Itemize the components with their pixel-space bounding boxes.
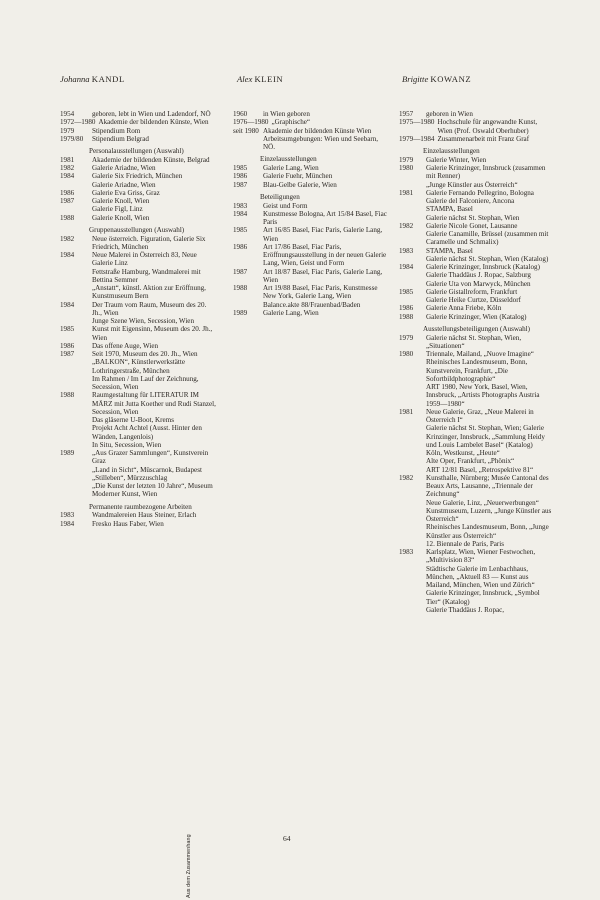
entry-text: Galerie Gistallreform, Frankfurt [426, 287, 518, 296]
cv-entry [399, 424, 552, 449]
cv-entry [233, 118, 390, 126]
cv-entry [60, 135, 216, 143]
entry-text: Neue Galerie, Graz, „Neue Malerei in Österreich I“ [426, 407, 534, 424]
entry-text: Arbeitsumgebungen: Wien und Seebarn, NÖ. [263, 134, 379, 151]
cv-entry [60, 474, 216, 482]
entry-year [60, 205, 92, 213]
entry-year [399, 457, 426, 465]
entry-text: Galerie Winter, Wien [426, 155, 487, 164]
cv-entry [399, 383, 552, 408]
cv-section [60, 503, 216, 528]
cv-section [60, 226, 216, 499]
section-heading: Beteiligungen [260, 192, 300, 201]
entry-text: Kunsthalle, Nürnberg; Musée Cantonal des Beaux Arts, Lausanne, „Triennale der Zeichnung“ [426, 473, 549, 499]
entry-text: Art 16/85 Basel, Fiac Paris, Galerie Lang, Wien [263, 226, 383, 243]
entry-year [399, 383, 426, 408]
entry-text: ART 1980, New York, Basel, Wien, Innsbruck, „Artists Photographs Austria 1959—1980“ [426, 383, 540, 408]
cv-entry [60, 189, 216, 197]
cv-entry [60, 350, 216, 358]
entry-year: 1986 [399, 304, 414, 313]
cv-entry [399, 350, 552, 358]
entry-text: geboren, lebt in Wien und Ladendorf, NÖ [92, 110, 211, 118]
entry-text: „BALKON“, Künstlerwerkstätte Lothringerstraße, München [92, 358, 185, 375]
entry-year: 1975—1980 [399, 118, 435, 127]
entry-year [233, 301, 263, 309]
section-heading: Gruppenausstellungen (Auswahl) [89, 225, 185, 234]
entry-text: Galerie nächst St. Stephan, Wien; Galerie Krinzinger, Innsbruck, „Sammlung Heidy und Louis Lambelet Basel“ (Katalog) [426, 424, 545, 449]
entry-year [399, 181, 426, 189]
entry-text: „Junge Künstler aus Österreich“ [426, 180, 518, 189]
entry-year [399, 507, 426, 524]
cv-entry [399, 408, 552, 425]
entry-year: 1976—1980 [233, 118, 269, 127]
entry-year: 1988 [233, 284, 248, 292]
entry-year: 1989 [60, 449, 75, 457]
entry-year: 1979 [60, 126, 75, 135]
entry-year: 1982 [60, 164, 75, 172]
entry-text: Junge Szene Wien, Secession, Wien [92, 317, 195, 325]
cv-entry [60, 181, 216, 189]
entry-year: 1984 [60, 300, 75, 309]
entry-text: Galerie Eva Griss, Graz [92, 188, 160, 197]
entry-year: 1982 [399, 221, 414, 230]
entry-year: 1988 [60, 213, 75, 222]
cv-entry [60, 284, 216, 301]
artist-name [237, 74, 283, 84]
cv-entry [233, 110, 390, 118]
entry-year: 1989 [233, 308, 248, 317]
entry-year [60, 424, 92, 441]
cv-entry [60, 511, 216, 519]
entry-text: STAMPA, Basel [426, 246, 473, 255]
section-heading: Einzelausstellungen [260, 155, 317, 164]
entry-text: Galerie Krinzinger, Innsbruck (Katalog) [426, 263, 540, 271]
cv-entry [399, 334, 552, 351]
entry-year: 1985 [60, 325, 75, 334]
entry-year [399, 449, 426, 457]
cv-entry [60, 482, 216, 499]
entry-year: 1980 [399, 164, 414, 172]
entry-text: Triennale, Mailand, „Nuove Imagine“ [426, 350, 534, 358]
cv-entry [60, 325, 216, 342]
cv-entry [60, 424, 216, 441]
entry-year: 1986 [60, 341, 75, 350]
cv-entry [399, 230, 552, 247]
cv-section [60, 147, 216, 222]
entry-year [60, 466, 92, 474]
entry-year: 1984 [60, 519, 75, 528]
cv-entry [399, 197, 552, 205]
entry-year: 1988 [60, 391, 75, 400]
cv-entry [399, 540, 552, 548]
entry-year: 1983 [399, 246, 414, 255]
entry-text: Galerie Canamille, Brüssel (zusammen mit Caramelle und Schmalix) [426, 230, 549, 247]
entry-text: Galerie Heike Curtze, Düsseldorf [426, 296, 521, 304]
entry-year [60, 358, 92, 375]
cv-entry [399, 548, 552, 565]
cv-entry [60, 156, 216, 164]
cv-entry [399, 589, 552, 606]
entry-text: Galerie nächst St. Stephan, Wien [426, 213, 520, 222]
cv-entry [233, 309, 390, 317]
entry-year [399, 540, 426, 548]
cv-entry [399, 296, 552, 304]
entry-text: Galerie Six Friedrich, München [92, 172, 183, 181]
entry-year: 1957 [399, 110, 414, 118]
entry-text: Das gläserne U-Boot, Krems [92, 416, 174, 424]
cv-entry [399, 304, 552, 312]
entry-text: Geist und Form [263, 201, 308, 210]
cv-entry [399, 449, 552, 457]
cv-entry [399, 474, 552, 499]
entry-text: Stipendium Rom [92, 126, 141, 135]
section-heading: Personalausstellungen (Auswahl) [89, 147, 184, 155]
entry-year: 1981 [399, 407, 414, 416]
entry-text: Galerie Nicole Gonet, Lausanne [426, 221, 518, 230]
entry-text: Neue Galerie, Linz, „Neuerwerbungen“ [426, 498, 539, 507]
cv-entry [60, 118, 216, 126]
cv-entry [399, 466, 552, 474]
entry-text: Rheinisches Landesmuseum, Bonn, „Junge Künstler aus Österreich“ [426, 523, 549, 540]
entry-text: in Wien geboren [263, 110, 310, 118]
entry-year [399, 205, 426, 213]
entry-text: Galerie Knoll, Wien [92, 213, 150, 222]
entry-text: Galerie Ariadne, Wien [92, 180, 156, 189]
entry-text: Galerie Krinzinger, Innsbruck, „Symbol Tier“ (Katalog) [426, 589, 540, 606]
entry-text: Galerie Lang, Wien [263, 164, 319, 172]
entry-text: Galerie Ariadne, Wien [92, 164, 156, 172]
entry-text: Blau-Gelbe Galerie, Wien [263, 180, 337, 189]
entry-text: Akademie der bildenden Künste Wien [263, 126, 372, 135]
entry-year [60, 441, 92, 449]
cv-section [60, 110, 216, 143]
cv-entry [60, 301, 216, 318]
entry-text: Hochschule für angewandte Kunst, Wien (Prof. Oswald Oberhuber) [437, 118, 538, 135]
entry-year: 1986 [233, 242, 248, 251]
entry-text: Galerie Fuehr, München [263, 172, 333, 181]
cv-entry [399, 523, 552, 540]
entry-year [399, 197, 426, 205]
cv-entry [60, 197, 216, 205]
artist-last-name: KLEIN [254, 74, 284, 84]
entry-year: 1984 [233, 209, 248, 218]
cv-section [233, 110, 390, 151]
cv-entry [60, 466, 216, 474]
entry-text: „Anstatt“, künstl. Aktion zur Eröffnung, Kunstmuseum Bern [92, 284, 206, 301]
artist-first-name: Brigitte [402, 74, 429, 84]
cv-entry [399, 313, 552, 321]
entry-text: Städtische Galerie im Lenbachhaus, München, „Aktuell 83 — Kunst aus Mailand, München, Wien und Zürich“ [426, 564, 535, 589]
entry-text: ART 12/81 Basel, „Retrospektive 81“ [426, 465, 534, 474]
entry-text: Kunstmuseum, Luzern, „Junge Künstler aus Österreich“ [426, 506, 552, 523]
entry-text: Fettstraße Hamburg, Wandmalerei mit Bettina Semmer [92, 267, 201, 284]
cv-entry [60, 358, 216, 375]
entry-text: Art 18/87 Basel, Fiac Paris, Galerie Lang, Wien [263, 267, 383, 284]
cv-entries [399, 110, 552, 614]
cv-entry [60, 127, 216, 135]
entry-year [60, 474, 92, 482]
entry-year [399, 280, 426, 288]
entry-text: Galerie Krinzinger, Wien (Katalog) [426, 312, 527, 321]
entry-text: Art 17/86 Basel, Fiac Paris, Eröffnungsausstellung in der neuen Galerie Lang, Wien, Geist und Form [263, 242, 387, 268]
entry-year: 1981 [60, 155, 75, 164]
entry-text: Kunst mit Eigensinn, Museum des 20. Jh., Wien [92, 325, 213, 342]
cv-entry [399, 156, 552, 164]
entry-text: Zusammenarbeit mit Franz Graf [437, 134, 530, 143]
artist-last-name: KOWANZ [430, 74, 472, 84]
entry-text: Der Traum vom Raum, Museum des 20. Jh., Wien [92, 300, 207, 317]
entry-year: 1954 [60, 110, 75, 118]
entry-text: Art 19/88 Basel, Fiac Paris, Kunstmesse New York, Galerie Lang, Wien [263, 284, 378, 301]
cv-section [233, 193, 390, 317]
entry-year: 1988 [399, 312, 414, 321]
cv-entry [233, 243, 390, 268]
entry-text: Galerie del Falconiere, Ancona [426, 197, 515, 205]
artist-name [402, 74, 471, 84]
entry-year [60, 284, 92, 301]
entry-text: Galerie Thaddäus J. Ropac, Salzburg [426, 271, 531, 280]
cv-entry [60, 214, 216, 222]
entry-year: 1983 [233, 201, 248, 210]
cv-entry [60, 416, 216, 424]
entry-year [399, 214, 426, 222]
entry-year: 1985 [233, 226, 248, 235]
cv-entry [399, 189, 552, 197]
entry-text: Karlsplatz, Wien, Wiener Festwochen, „Multivision 83“ [426, 548, 536, 565]
cv-entry [60, 441, 216, 449]
cv-entry [60, 449, 216, 466]
entry-year: 1972—1980 [60, 118, 96, 127]
entry-text: Balance.akte 88/Frauenbad/Baden [263, 300, 361, 309]
cv-entry [399, 247, 552, 255]
cv-entry [399, 263, 552, 271]
entry-text: „Stilleben“, Mürzzuschlag [92, 473, 168, 482]
cv-entry [60, 205, 216, 213]
cv-entry [399, 205, 552, 213]
cv-entry [60, 110, 216, 118]
cv-entry [60, 375, 216, 392]
cv-section [399, 325, 552, 614]
entry-text: Kunstmesse Bologna, Art 15/84 Basel, Fiac Paris [263, 209, 387, 226]
entry-year: 1979 [399, 155, 414, 164]
cv-entry [60, 342, 216, 350]
entry-year [233, 135, 263, 152]
cv-entry [399, 499, 552, 507]
cv-entry [233, 210, 390, 227]
cv-entry [399, 280, 552, 288]
cv-entry [233, 127, 390, 135]
entry-text: „Graphische“ [271, 118, 311, 127]
cv-entry [233, 301, 390, 309]
entry-year [399, 606, 426, 614]
cv-entry [399, 135, 552, 143]
entry-year: 1982 [60, 234, 75, 243]
cv-entry [399, 255, 552, 263]
cv-entry [399, 271, 552, 279]
entry-text: STAMPA, Basel [426, 205, 473, 214]
entry-year: 1980 [399, 350, 414, 358]
entry-year: 1983 [60, 511, 75, 520]
entry-text: Galerie Krinzinger, Innsbruck (zusammen mit Renner) [426, 164, 546, 181]
entry-text: „Land in Sicht“, Müscarnok, Budapest [92, 465, 202, 474]
entry-text: Galerie Anna Friebe, Köln [426, 304, 502, 313]
entry-year: 1981 [399, 188, 414, 197]
entry-text: Wandmalereien Haus Steiner, Erlach [92, 511, 197, 520]
entry-text: geboren in Wien [426, 110, 473, 118]
cv-entry [60, 317, 216, 325]
entry-year: 1987 [60, 350, 75, 358]
entry-year [399, 271, 426, 279]
entry-year: 1960 [233, 110, 248, 118]
cv-entry [60, 268, 216, 285]
entry-text: Galerie Thaddäus J. Ropac, [426, 605, 505, 614]
entry-year: 1984 [60, 172, 75, 181]
entry-text: Im Rahmen / Im Lauf der Zeichnung, Secession, Wien [92, 374, 199, 391]
cv-entry [399, 457, 552, 465]
entry-year: 1983 [399, 548, 414, 556]
cv-entries [60, 110, 216, 528]
cv-entry [399, 288, 552, 296]
entry-text: Akademie der bildenden Künste, Belgrad [92, 155, 210, 164]
entry-text: „Die Kunst der letzten 10 Jahre“, Museum Moderner Kunst, Wien [92, 482, 213, 499]
entry-year [399, 230, 426, 247]
entry-year [399, 499, 426, 507]
cv-entry [233, 202, 390, 210]
entry-year [60, 317, 92, 325]
cv-entry [399, 565, 552, 590]
section-heading: Einzelausstellungen [423, 147, 480, 155]
entry-year [399, 466, 426, 474]
cv-entry [399, 606, 552, 614]
entry-year: 1979—1984 [399, 134, 435, 143]
entry-year [60, 482, 92, 499]
entry-text: Galerie Lang, Wien [263, 308, 319, 317]
entry-year: seit 1980 [233, 126, 259, 135]
entry-year: 1987 [233, 180, 248, 189]
entry-text: Galerie nächst St. Stephan, Wien, „Situationen“ [426, 333, 522, 350]
entry-year [60, 181, 92, 189]
entry-year: 1987 [233, 267, 248, 276]
cv-entry [60, 235, 216, 252]
artist-first-name: Johanna [60, 74, 90, 84]
cv-entry [399, 222, 552, 230]
section-heading: Permanente raumbezogene Arbeiten [89, 502, 192, 511]
entry-text: Seit 1970, Museum des 20. Jh., Wien [92, 350, 198, 358]
entry-year [399, 296, 426, 304]
cv-entry [233, 268, 390, 285]
cv-entry [399, 118, 552, 135]
entry-text: Neue Malerei in Österreich 83, Neue Galerie Linz [92, 251, 197, 268]
cv-entry [233, 226, 390, 243]
entry-year [60, 416, 92, 424]
entry-year: 1985 [399, 287, 414, 296]
cv-entry [399, 110, 552, 118]
entry-text: Projekt Acht Achtel (Ausst. Hinter den Wänden, Langenlois) [92, 424, 202, 441]
section-heading: Ausstellungsbeteiligungen (Auswahl) [423, 324, 530, 333]
cv-entries [233, 110, 390, 317]
entry-text: Galerie Uta von Marwyck, München [426, 279, 531, 288]
cv-section [233, 155, 390, 189]
cv-entry [233, 164, 390, 172]
cv-entry [60, 172, 216, 180]
cv-entry [233, 284, 390, 301]
entry-text: Köln, Westkunst, „Heute“ [426, 449, 500, 457]
entry-year [399, 255, 426, 263]
entry-text: Galerie nächst St. Stephan, Wien (Katalog) [426, 254, 549, 263]
entry-year: 1984 [399, 263, 414, 271]
entry-year [399, 358, 426, 383]
cv-entry [233, 181, 390, 189]
entry-year: 1982 [399, 473, 414, 482]
entry-year [399, 589, 426, 606]
entry-text: Rheinisches Landesmuseum, Bonn, Kunstverein, Frankfurt, „Die Sofortbildphotographie“ [426, 358, 528, 383]
entry-year [60, 375, 92, 392]
cv-entry [399, 181, 552, 189]
cv-entry [60, 251, 216, 268]
entry-text: Neue österreich. Figuration, Galerie Six Friedrich, München [92, 234, 206, 251]
entry-text: Fresko Haus Faber, Wien [92, 519, 164, 528]
entry-text: Galerie Knoll, Wien [92, 197, 150, 205]
cv-entry [60, 164, 216, 172]
cv-entry [399, 164, 552, 181]
cv-entry [233, 135, 390, 152]
entry-year [399, 565, 426, 590]
entry-year [399, 424, 426, 449]
entry-year: 1985 [233, 164, 248, 172]
page-number: 64 [283, 834, 291, 843]
entry-year [60, 268, 92, 285]
entry-text: Alte Oper, Frankfurt, „Phönix“ [426, 457, 515, 466]
entry-text: Raumgestaltung für LITERATUR IM MÄRZ mit Jutta Koether und Rudi Stanzel, Secession, Wien [92, 391, 216, 416]
cv-entry [60, 391, 216, 416]
entry-year: 1979/80 [60, 134, 84, 143]
entry-year: 1979 [399, 333, 414, 342]
cv-entry [399, 358, 552, 383]
entry-year: 1984 [60, 251, 75, 259]
entry-text: Akademie der bildenden Künste, Wien [98, 118, 209, 127]
cv-entry [60, 520, 216, 528]
entry-year: 1986 [60, 188, 75, 197]
entry-text: In Situ, Secession, Wien [92, 440, 162, 449]
artist-last-name: KANDL [91, 74, 125, 84]
cv-entry [233, 172, 390, 180]
cv-section [399, 147, 552, 321]
artist-first-name: Alex [237, 74, 253, 84]
entry-text: Das offene Auge, Wien [92, 341, 159, 350]
entry-text: Galerie Figl, Linz [92, 205, 143, 214]
cv-entry [399, 214, 552, 222]
artist-name [60, 74, 125, 84]
entry-text: Galerie Fernando Pellegrino, Bologna [426, 188, 534, 197]
cv-section [399, 110, 552, 143]
entry-text: „Aus Grazer Sammlungen“, Kunstverein Graz [92, 449, 209, 466]
entry-text: Stipendium Belgrad [92, 134, 149, 143]
cv-entry [399, 507, 552, 524]
entry-year: 1987 [60, 197, 75, 205]
entry-year [399, 523, 426, 540]
entry-year: 1986 [233, 172, 248, 181]
side-note: Aus dem Zusammenhang [186, 834, 192, 898]
entry-text: 12. Biennale de Paris, Paris [426, 539, 505, 548]
